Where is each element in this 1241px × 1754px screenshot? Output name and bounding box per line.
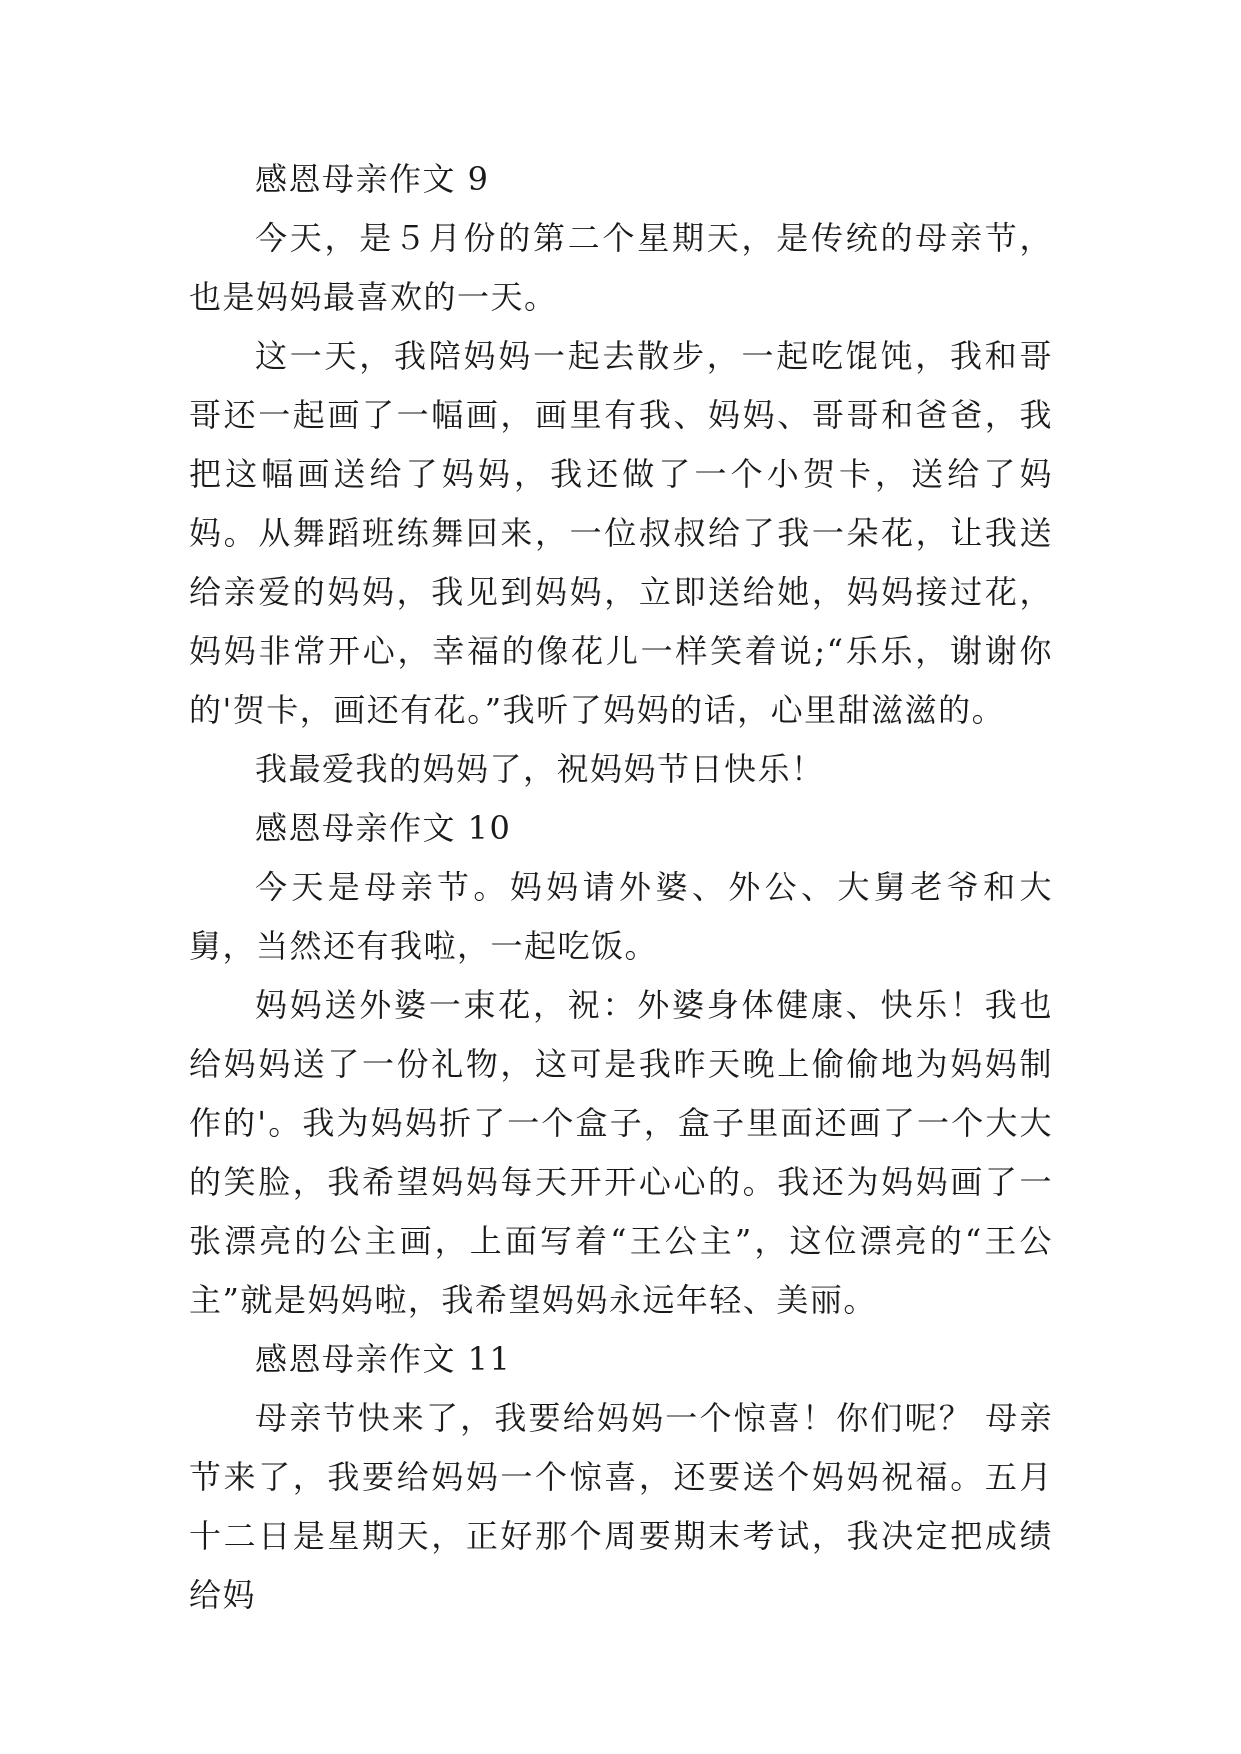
paragraph: 今天是母亲节。妈妈请外婆、外公、大舅老爷和大舅，当然还有我啦，一起吃饭。 [189, 868, 1053, 965]
document-body [189, 150, 1053, 1625]
paragraph: 妈妈送外婆一束花，祝：外婆身体健康、快乐！我也给妈妈送了一份礼物，这可是我昨天晚上偷偷地为妈妈制作的'。我为妈妈折了一个盒子，盒子里面还画了一个大大的笑脸，我希望妈妈每天开开心心的。我还为妈妈画了一张漂亮的公主画，上面写着“王公主”，这位漂亮的“王公主”就是妈妈啦，我希望妈妈永远年轻、美丽。 [189, 986, 1053, 1319]
essay-heading-9: 感恩母亲作文 9 [255, 160, 490, 198]
paragraph: 我最爱我的妈妈了，祝妈妈节日快乐！ [255, 750, 825, 788]
essay-heading-11: 感恩母亲作文 11 [255, 1340, 512, 1378]
essay-heading-10: 感恩母亲作文 10 [255, 809, 512, 847]
paragraph: 今天，是５月份的第二个星期天，是传统的母亲节，也是妈妈最喜欢的一天。 [189, 219, 1053, 316]
paragraph: 母亲节快来了，我要给妈妈一个惊喜！你们呢？ 母亲节来了，我要给妈妈一个惊喜，还要送个妈妈祝福。五月十二日是星期天，正好那个周要期末考试，我决定把成绩给妈 [189, 1399, 1053, 1614]
paragraph: 这一天，我陪妈妈一起去散步，一起吃馄饨，我和哥哥还一起画了一幅画，画里有我、妈妈、哥哥和爸爸，我把这幅画送给了妈妈，我还做了一个小贺卡，送给了妈妈。从舞蹈班练舞回来，一位叔叔给了我一朵花，让我送给亲爱的妈妈，我见到妈妈，立即送给她，妈妈接过花，妈妈非常开心，幸福的像花儿一样笑着说;“乐乐，谢谢你的'贺卡，画还有花。”我听了妈妈的话，心里甜滋滋的。 [189, 337, 1053, 729]
